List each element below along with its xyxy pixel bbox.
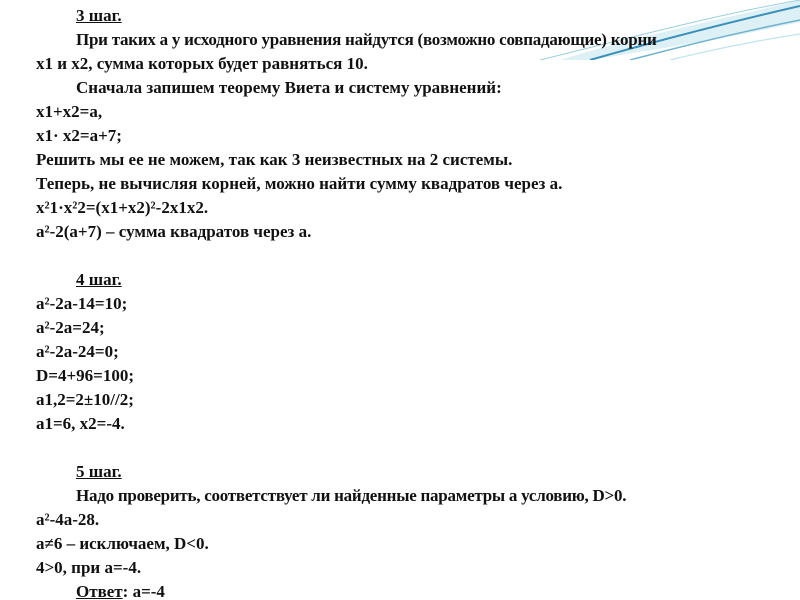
answer-line	[36, 580, 786, 600]
solution-text	[36, 4, 786, 600]
step3-line-8: x²1·x²2=(x1+x2)²-2x1x2.	[36, 198, 209, 217]
step4-line-6: a1=6, x2=-4.	[36, 414, 125, 433]
step4-line-2: a²-2a=24;	[36, 318, 105, 337]
step5-line-3: a≠6 – исключаем, D<0.	[36, 534, 209, 553]
step3-heading: 3 шаг.	[76, 6, 122, 25]
step5-line-1: Надо проверить, соответствует ли найденные параметры а условию, D>0.	[76, 486, 627, 505]
answer-value: : а=-4	[122, 582, 165, 600]
step4-line-1: a²-2a-14=10;	[36, 294, 128, 313]
step3-line-4: x1+x2=a,	[36, 102, 103, 121]
step5-line-4: 4>0, при а=-4.	[36, 558, 142, 577]
step3-line-3: Сначала запишем теорему Виета и систему уравнений:	[76, 78, 502, 97]
step3-line-6: Решить мы ее не можем, так как 3 неизвестных на 2 системы.	[36, 150, 513, 169]
spacer	[36, 436, 786, 460]
step5-line-2: a²-4a-28.	[36, 510, 100, 529]
answer-label: Ответ	[76, 582, 123, 600]
step4-line-5: a1,2=2±10//2;	[36, 390, 134, 409]
step3-line-9: a²-2(a+7) – сумма квадратов через а.	[36, 222, 312, 241]
step3-line-2: x1 и x2, сумма которых будет равняться 10.	[36, 54, 368, 73]
spacer	[36, 244, 786, 268]
step4-line-3: a²-2a-24=0;	[36, 342, 119, 361]
step3-line-5: x1· x2=a+7;	[36, 126, 122, 145]
step3-line-7: Теперь, не вычисляя корней, можно найти сумму квадратов через а.	[36, 174, 563, 193]
step4-heading: 4 шаг.	[76, 270, 122, 289]
step5-heading: 5 шаг.	[76, 462, 122, 481]
step4-line-4: D=4+96=100;	[36, 366, 134, 385]
step3-line-1: При таких а у исходного уравнения найдутся (возможно совпадающие) корни	[76, 30, 657, 49]
